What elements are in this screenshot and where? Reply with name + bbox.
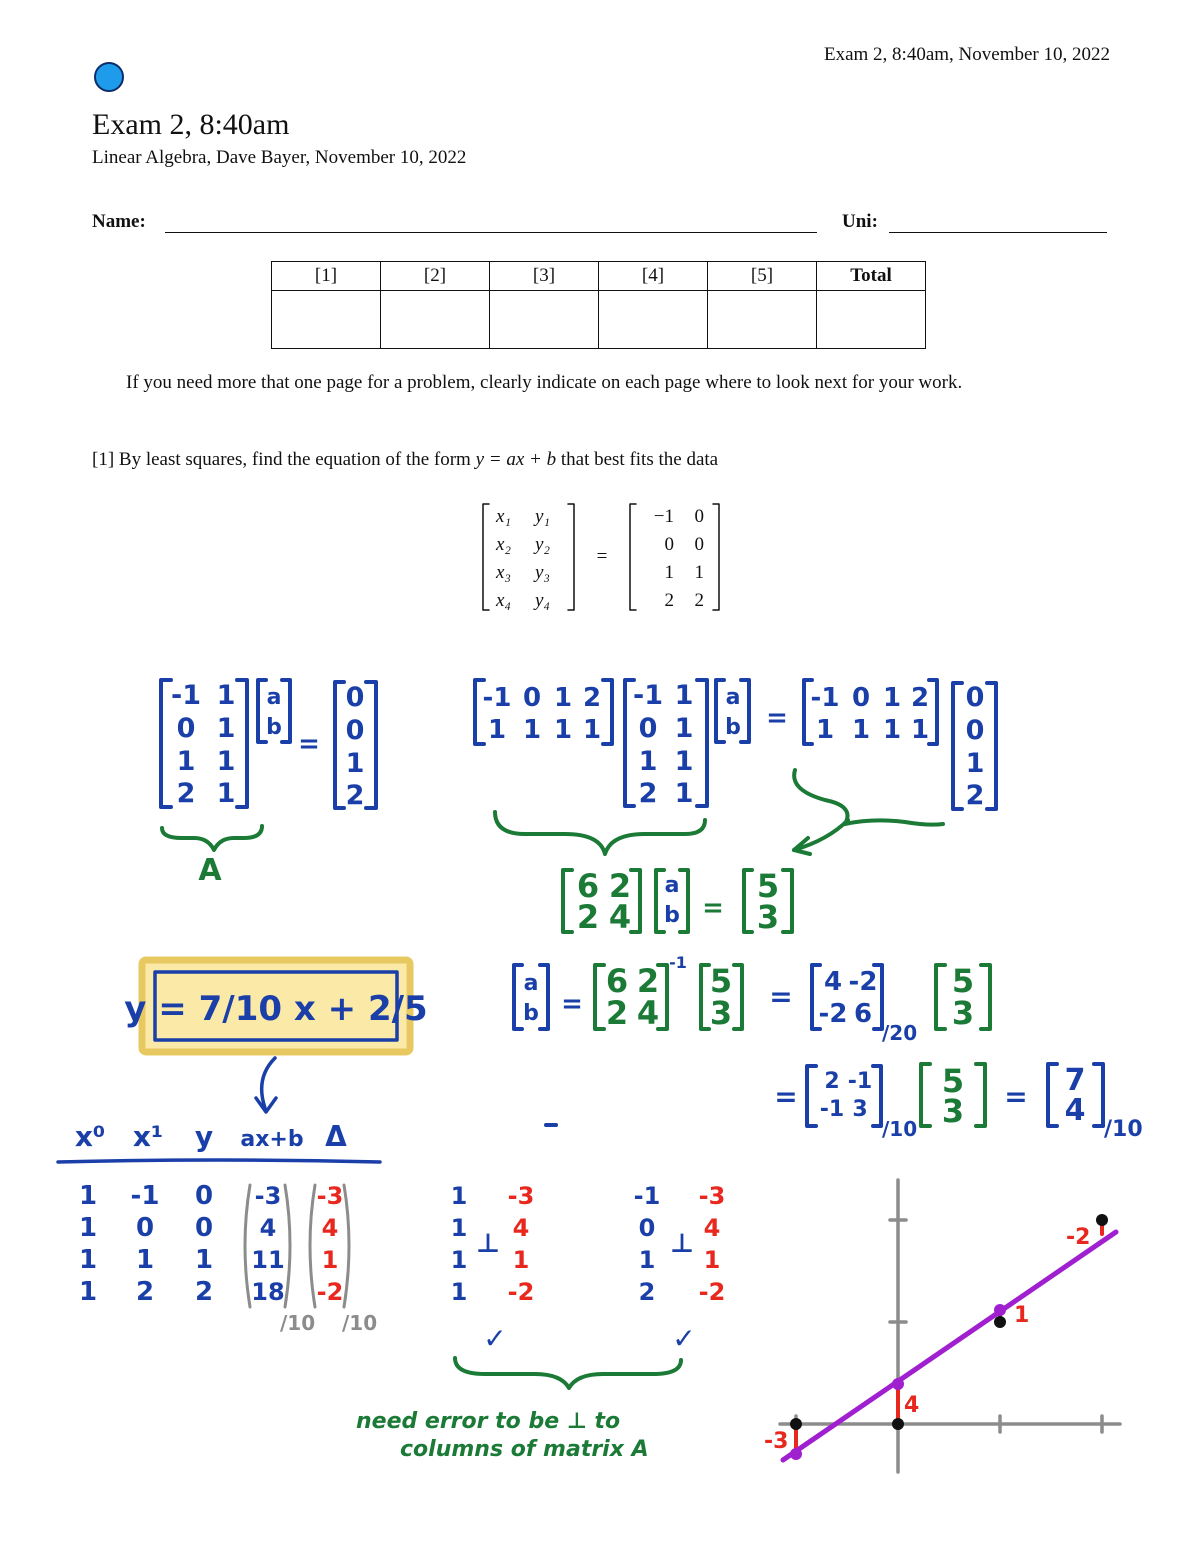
delta-denominator: /10 xyxy=(342,1311,378,1335)
residual-table-headers xyxy=(75,1120,347,1153)
equals-5: = xyxy=(769,980,793,1013)
ab-vector-4 xyxy=(523,971,539,1026)
svg-text:1: 1 xyxy=(965,748,985,779)
svg-text:a: a xyxy=(266,685,282,710)
svg-text:1: 1 xyxy=(674,713,694,744)
data-value-4-2: 2 xyxy=(694,590,704,611)
svg-text:1: 1 xyxy=(582,715,602,745)
svg-text:1: 1 xyxy=(703,1246,721,1274)
svg-text:ax+b: ax+b xyxy=(240,1127,304,1152)
data-value-4-1: 2 xyxy=(664,590,674,611)
score-header-5: [5] xyxy=(708,262,817,291)
check-ones-column xyxy=(451,1182,468,1306)
check-mark-1: ✓ xyxy=(483,1322,507,1355)
name-field-label: Name: xyxy=(92,211,146,232)
running-head: Exam 2, 8:40am, November 10, 2022 xyxy=(823,44,1110,65)
svg-text:b: b xyxy=(523,1001,539,1026)
equals-3: = xyxy=(702,893,724,923)
svg-text:1: 1 xyxy=(216,713,236,744)
normal-matrix xyxy=(577,867,631,936)
svg-text:2: 2 xyxy=(638,778,658,809)
problem-1-equation: y = ax + b xyxy=(475,449,557,470)
svg-text:4: 4 xyxy=(608,898,632,936)
svg-text:-1: -1 xyxy=(819,1097,845,1122)
svg-text:0: 0 xyxy=(522,683,542,713)
svg-text:-2: -2 xyxy=(507,1278,535,1306)
score-header-total: Total xyxy=(817,262,926,291)
svg-text:7: 7 xyxy=(1064,1063,1086,1098)
svg-text:1: 1 xyxy=(882,683,902,713)
svg-text:2: 2 xyxy=(576,898,600,936)
graph-label-4: 4 xyxy=(904,1393,920,1418)
svg-text:0: 0 xyxy=(176,713,196,744)
data-label-x2: x₂ xyxy=(496,534,512,555)
data-label-x3: x₃ xyxy=(496,562,512,583)
data-label-y2: y₂ xyxy=(535,534,551,555)
equals-7: = xyxy=(1004,1080,1028,1113)
svg-text:-2: -2 xyxy=(848,967,878,997)
equals-6: = xyxy=(774,1080,798,1113)
final-answer: y = 7/10 x + 2/5 xyxy=(124,989,428,1029)
data-value-2-2: 0 xyxy=(694,534,704,555)
instructions: If you need more that one page for a problem, clearly indicate on each page where to look next for your work. xyxy=(126,372,963,393)
svg-text:4: 4 xyxy=(321,1214,339,1242)
normal-rhs-4 xyxy=(942,1062,964,1130)
ab-vector-3 xyxy=(664,873,680,928)
svg-text:1: 1 xyxy=(194,1245,214,1275)
check-delta-column-1 xyxy=(508,1182,535,1306)
residual-col-y xyxy=(195,1181,213,1307)
check-mark-2: ✓ xyxy=(672,1322,696,1355)
residual-col-x1 xyxy=(131,1181,160,1307)
svg-text:a: a xyxy=(664,873,680,898)
svg-text:1: 1 xyxy=(815,715,835,745)
svg-text:-1: -1 xyxy=(482,683,512,713)
svg-text:1: 1 xyxy=(553,683,573,713)
svg-text:1: 1 xyxy=(522,715,542,745)
svg-text:4: 4 xyxy=(1064,1093,1086,1128)
svg-text:6: 6 xyxy=(853,999,873,1029)
perp-symbol-1: ⊥ xyxy=(476,1229,500,1259)
y-vector-2 xyxy=(966,682,985,811)
equals-2: = xyxy=(766,703,788,733)
svg-text:1: 1 xyxy=(78,1181,98,1211)
data-label-y3: y₃ xyxy=(535,562,551,583)
svg-text:0: 0 xyxy=(965,715,985,746)
svg-text:0: 0 xyxy=(194,1181,214,1211)
adjugate-matrix xyxy=(819,967,878,1029)
svg-text:1: 1 xyxy=(638,746,658,777)
svg-text:a: a xyxy=(725,685,741,710)
page-subtitle: Linear Algebra, Dave Bayer, November 10, 2022 xyxy=(92,147,467,168)
svg-text:0: 0 xyxy=(965,682,985,713)
a-matrix-2 xyxy=(633,680,693,809)
svg-text:6: 6 xyxy=(576,867,600,905)
svg-text:2: 2 xyxy=(636,962,660,1000)
at-matrix-1 xyxy=(483,683,601,745)
svg-text:-2: -2 xyxy=(818,999,848,1029)
svg-text:x⁰: x⁰ xyxy=(74,1120,106,1153)
equals-4: = xyxy=(561,989,583,1019)
svg-text:Δ: Δ xyxy=(325,1120,347,1153)
svg-text:0: 0 xyxy=(345,682,365,713)
solution-denominator: /10 xyxy=(1104,1117,1143,1142)
svg-text:5: 5 xyxy=(756,867,780,905)
svg-text:0: 0 xyxy=(851,683,871,713)
problem-1-prefix: [1] By least squares, find the equation of the form xyxy=(92,449,476,470)
data-value-3-1: 1 xyxy=(664,562,674,583)
svg-text:0: 0 xyxy=(345,715,365,746)
data-value-1-2: 0 xyxy=(694,506,704,527)
svg-text:2: 2 xyxy=(135,1277,155,1307)
svg-text:1: 1 xyxy=(216,746,236,777)
svg-text:1: 1 xyxy=(345,748,365,779)
svg-text:0: 0 xyxy=(135,1213,155,1243)
svg-text:1: 1 xyxy=(638,1246,656,1274)
svg-text:-3: -3 xyxy=(507,1182,535,1210)
svg-text:-1: -1 xyxy=(847,1069,873,1094)
svg-text:1: 1 xyxy=(674,746,694,777)
graph-label-minus2: -2 xyxy=(1066,1225,1091,1250)
y-vector-1 xyxy=(346,682,365,811)
graph-label-1: 1 xyxy=(1014,1303,1030,1328)
uni-field-label: Uni: xyxy=(842,211,878,232)
a-matrix xyxy=(171,680,235,809)
svg-text:11: 11 xyxy=(251,1246,285,1274)
svg-text:1: 1 xyxy=(882,715,902,745)
svg-text:2: 2 xyxy=(638,1278,656,1306)
svg-text:2: 2 xyxy=(824,1069,840,1094)
svg-text:1: 1 xyxy=(321,1246,339,1274)
svg-text:6: 6 xyxy=(605,962,629,1000)
data-label-x4: x₄ xyxy=(496,590,512,611)
svg-text:0: 0 xyxy=(638,1214,656,1242)
svg-text:2: 2 xyxy=(176,778,196,809)
data-label-y1: y₁ xyxy=(535,506,551,527)
svg-text:0: 0 xyxy=(194,1213,214,1243)
note-line-1: need error to be ⊥ to xyxy=(356,1409,621,1434)
svg-text:1: 1 xyxy=(78,1245,98,1275)
svg-text:2: 2 xyxy=(345,780,365,811)
svg-text:3: 3 xyxy=(941,1092,965,1130)
svg-text:1: 1 xyxy=(674,680,694,711)
svg-text:1: 1 xyxy=(78,1277,98,1307)
svg-text:1: 1 xyxy=(135,1245,155,1275)
svg-text:4: 4 xyxy=(636,994,660,1032)
svg-text:1: 1 xyxy=(176,746,196,777)
svg-text:4: 4 xyxy=(259,1214,277,1242)
svg-text:0: 0 xyxy=(638,713,658,744)
data-label-y4: y₄ xyxy=(535,590,551,611)
solution-vector xyxy=(1065,1063,1086,1128)
svg-text:3: 3 xyxy=(951,994,975,1032)
ab-vector-2 xyxy=(725,685,741,740)
fit-denominator: /10 xyxy=(280,1311,316,1335)
residual-col-x0 xyxy=(79,1181,97,1307)
data-value-1-1: −1 xyxy=(653,506,674,527)
adjugate-denominator: /20 xyxy=(882,1021,918,1045)
svg-text:1: 1 xyxy=(851,715,871,745)
score-header-1: [1] xyxy=(272,262,381,291)
at-matrix-2 xyxy=(811,683,929,745)
svg-text:2: 2 xyxy=(194,1277,214,1307)
svg-text:2: 2 xyxy=(605,994,629,1032)
simplified-denominator: /10 xyxy=(882,1117,918,1141)
check-x-column xyxy=(634,1182,661,1306)
a-label: A xyxy=(198,853,222,888)
svg-text:1: 1 xyxy=(78,1213,98,1243)
svg-text:1: 1 xyxy=(450,1214,468,1242)
svg-text:b: b xyxy=(664,903,680,928)
data-equals: = xyxy=(596,546,608,567)
svg-text:3: 3 xyxy=(756,898,780,936)
svg-text:-3: -3 xyxy=(316,1182,344,1210)
svg-text:1: 1 xyxy=(216,680,236,711)
svg-text:b: b xyxy=(266,715,282,740)
svg-text:-2: -2 xyxy=(316,1278,344,1306)
svg-text:1: 1 xyxy=(910,715,930,745)
graph-label-minus3: -3 xyxy=(764,1429,789,1454)
svg-text:-1: -1 xyxy=(810,683,840,713)
svg-text:5: 5 xyxy=(709,962,733,1000)
problem-1-suffix: that best fits the data xyxy=(556,449,719,470)
normal-rhs xyxy=(757,867,779,936)
svg-text:2: 2 xyxy=(910,683,930,713)
simplified-matrix xyxy=(820,1069,872,1122)
equals-1: = xyxy=(298,729,320,759)
svg-text:y: y xyxy=(194,1120,214,1153)
svg-text:4: 4 xyxy=(512,1214,530,1242)
svg-text:18: 18 xyxy=(251,1278,285,1306)
svg-text:-1: -1 xyxy=(633,680,663,711)
perp-symbol-2: ⊥ xyxy=(670,1229,694,1259)
svg-text:x¹: x¹ xyxy=(132,1120,164,1153)
svg-text:-1: -1 xyxy=(130,1181,160,1211)
svg-text:a: a xyxy=(523,971,539,996)
svg-text:5: 5 xyxy=(941,1062,965,1100)
score-header-4: [4] xyxy=(599,262,708,291)
residual-col-fit xyxy=(251,1182,284,1306)
ab-vector-1 xyxy=(266,685,282,740)
svg-text:4: 4 xyxy=(823,967,843,997)
svg-text:2: 2 xyxy=(582,683,602,713)
data-value-2-1: 0 xyxy=(664,534,674,555)
data-label-x1: x₁ xyxy=(496,506,512,527)
check-delta-column-2 xyxy=(699,1182,726,1306)
svg-text:1: 1 xyxy=(216,778,236,809)
svg-text:5: 5 xyxy=(951,962,975,1000)
score-header-3: [3] xyxy=(490,262,599,291)
svg-text:1: 1 xyxy=(450,1246,468,1274)
svg-text:1: 1 xyxy=(487,715,507,745)
svg-text:2: 2 xyxy=(965,780,985,811)
svg-text:-3: -3 xyxy=(254,1182,282,1210)
normal-rhs-2 xyxy=(710,962,732,1032)
svg-text:4: 4 xyxy=(703,1214,721,1242)
svg-text:-1: -1 xyxy=(633,1182,661,1210)
svg-text:2: 2 xyxy=(608,867,632,905)
svg-text:-1: -1 xyxy=(171,680,201,711)
svg-text:1: 1 xyxy=(450,1278,468,1306)
svg-text:1: 1 xyxy=(553,715,573,745)
svg-text:-3: -3 xyxy=(698,1182,726,1210)
inverse-superscript: -1 xyxy=(669,953,687,972)
data-value-3-2: 1 xyxy=(694,562,704,583)
svg-text:b: b xyxy=(725,715,741,740)
normal-matrix-2 xyxy=(606,962,659,1032)
svg-text:-2: -2 xyxy=(698,1278,726,1306)
svg-text:3: 3 xyxy=(709,994,733,1032)
score-header-2: [2] xyxy=(381,262,490,291)
svg-text:1: 1 xyxy=(450,1182,468,1210)
residual-col-delta xyxy=(317,1182,344,1306)
svg-text:1: 1 xyxy=(512,1246,530,1274)
svg-text:3: 3 xyxy=(852,1097,868,1122)
note-line-2: columns of matrix A xyxy=(400,1437,649,1462)
graph-fit-line xyxy=(783,1232,1116,1460)
svg-text:1: 1 xyxy=(674,778,694,809)
normal-rhs-3 xyxy=(952,962,974,1032)
page-title: Exam 2, 8:40am xyxy=(92,108,290,141)
